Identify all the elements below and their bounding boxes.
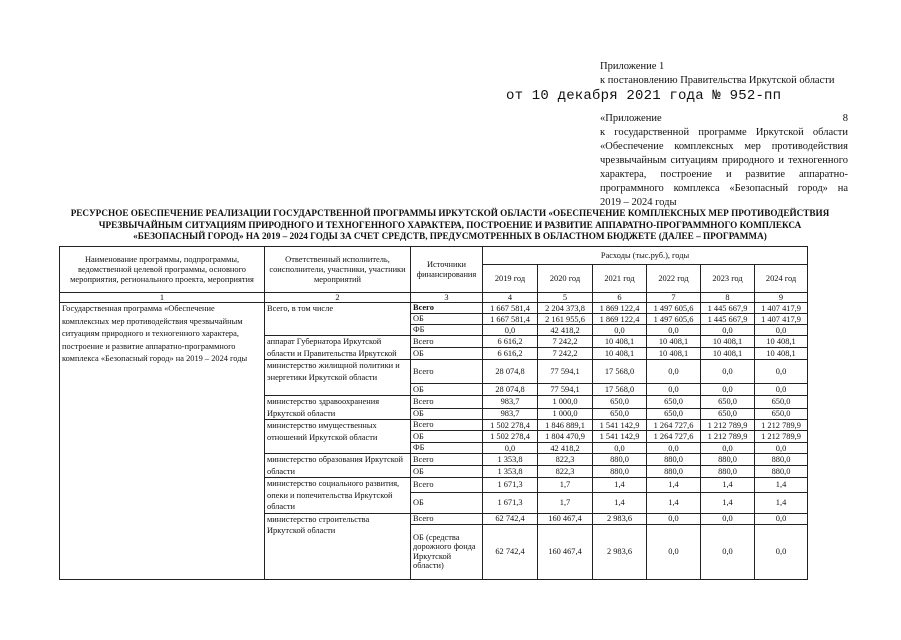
value-cell: 1,4 (755, 478, 808, 493)
value-cell: 1 212 789,9 (755, 420, 808, 431)
column-number: 8 (701, 293, 755, 303)
responsible-cell: аппарат Губернатора Иркутской области и Правительства Иркутской (265, 336, 411, 360)
responsible-cell: министерство здравоохранения Иркутской области (265, 396, 411, 420)
value-cell: 822,3 (538, 466, 593, 478)
value-cell: 6 616,2 (483, 336, 538, 348)
header-expenses: Расходы (тыс.руб.), годы (483, 247, 808, 265)
responsible-cell: министерство образования Иркутской области (265, 454, 411, 478)
value-cell: 2 204 373,8 (538, 303, 593, 314)
value-cell: 1 445 667,9 (701, 303, 755, 314)
source-cell: ОБ (411, 384, 483, 396)
value-cell: 0,0 (755, 513, 808, 524)
value-cell: 0,0 (755, 443, 808, 454)
appendix-1-heading (600, 60, 834, 88)
column-number-row (60, 293, 808, 303)
value-cell: 880,0 (701, 466, 755, 478)
value-cell: 0,0 (701, 325, 755, 336)
value-cell: 650,0 (593, 396, 647, 409)
source-cell: ОБ (411, 492, 483, 513)
value-cell: 0,0 (701, 513, 755, 524)
value-cell: 880,0 (755, 466, 808, 478)
value-cell: 17 568,0 (593, 360, 647, 384)
source-cell: Всего (411, 478, 483, 493)
value-cell: 1 869 122,4 (593, 303, 647, 314)
column-number: 6 (593, 293, 647, 303)
value-cell: 650,0 (593, 408, 647, 419)
header-year: 2021 год (593, 265, 647, 293)
value-cell: 880,0 (647, 466, 701, 478)
value-cell: 7 242,2 (538, 348, 593, 360)
value-cell: 10 408,1 (593, 336, 647, 348)
value-cell: 2 983,6 (593, 513, 647, 524)
source-cell: ОБ (411, 314, 483, 325)
value-cell: 10 408,1 (593, 348, 647, 360)
value-cell: 1,4 (701, 478, 755, 493)
value-cell: 42 418,2 (538, 325, 593, 336)
value-cell: 880,0 (701, 454, 755, 466)
header-year: 2022 год (647, 265, 701, 293)
value-cell: 0,0 (701, 443, 755, 454)
value-cell: 1 497 605,6 (647, 303, 701, 314)
source-cell: ОБ (411, 408, 483, 419)
source-cell: Всего (411, 360, 483, 384)
title-line: РЕСУРСНОЕ ОБЕСПЕЧЕНИЕ РЕАЛИЗАЦИИ ГОСУДАРСТВЕННОЙ ПРОГРАММЫ ИРКУТСКОЙ ОБЛАСТИ «ОБЕСПЕЧЕНИЕ КОМПЛЕКСНЫХ МЕР ПРОТИВОДЕЙСТВИЯ (70, 208, 830, 218)
value-cell: 880,0 (593, 454, 647, 466)
header-year: 2023 год (701, 265, 755, 293)
appendix-8-line: «Обеспечение комплексных мер противодействия (600, 141, 848, 152)
value-cell: 62 742,4 (483, 524, 538, 579)
source-cell: ОБ (411, 348, 483, 360)
value-cell: 1,7 (538, 478, 593, 493)
source-cell: Всего (411, 513, 483, 524)
value-cell: 880,0 (593, 466, 647, 478)
value-cell: 880,0 (755, 454, 808, 466)
value-cell: 2 161 955,6 (538, 314, 593, 325)
value-cell: 1,4 (647, 478, 701, 493)
value-cell: 0,0 (647, 513, 701, 524)
value-cell: 1 407 417,9 (755, 303, 808, 314)
value-cell: 1 353,8 (483, 454, 538, 466)
responsible-cell: министерство имущественных отношений Иркутской области (265, 420, 411, 454)
value-cell: 1 667 581,4 (483, 303, 538, 314)
value-cell: 1 212 789,9 (701, 431, 755, 443)
header-program: Наименование программы, подпрограммы, ведомственной целевой программы, основного мероприятия, регионального проекта, мероприятия (60, 247, 265, 293)
source-cell: Всего (411, 454, 483, 466)
value-cell: 1 671,3 (483, 492, 538, 513)
value-cell: 650,0 (701, 396, 755, 409)
source-cell: Всего (411, 420, 483, 431)
column-number: 9 (755, 293, 808, 303)
value-cell: 1 502 278,4 (483, 420, 538, 431)
value-cell: 10 408,1 (755, 336, 808, 348)
value-cell: 1 212 789,9 (701, 420, 755, 431)
source-cell: ОБ (средства дорожного фонда Иркутской области) (411, 524, 483, 579)
value-cell: 880,0 (647, 454, 701, 466)
table-row (60, 303, 808, 314)
value-cell: 0,0 (755, 325, 808, 336)
value-cell: 77 594,1 (538, 384, 593, 396)
value-cell: 28 074,8 (483, 360, 538, 384)
value-cell: 1 541 142,9 (593, 420, 647, 431)
value-cell: 1 212 789,9 (755, 431, 808, 443)
value-cell: 1 846 889,1 (538, 420, 593, 431)
value-cell: 1 407 417,9 (755, 314, 808, 325)
appendix-1-reference: к постановлению Правительства Иркутской области (600, 75, 835, 86)
source-cell: ОБ (411, 466, 483, 478)
value-cell: 1 264 727,6 (647, 420, 701, 431)
column-number: 3 (411, 293, 483, 303)
column-number: 5 (538, 293, 593, 303)
source-cell: ОБ (411, 431, 483, 443)
value-cell: 10 408,1 (755, 348, 808, 360)
value-cell: 10 408,1 (647, 336, 701, 348)
appendix-1-title: Приложение 1 (600, 61, 665, 72)
source-cell: ФБ (411, 443, 483, 454)
value-cell: 1 264 727,6 (647, 431, 701, 443)
value-cell: 10 408,1 (647, 348, 701, 360)
value-cell: 0,0 (593, 443, 647, 454)
value-cell: 0,0 (701, 384, 755, 396)
value-cell: 0,0 (647, 384, 701, 396)
value-cell: 0,0 (701, 360, 755, 384)
value-cell: 7 242,2 (538, 336, 593, 348)
responsible-cell: министерство строительства Иркутской области (265, 513, 411, 579)
title-line: ЧРЕЗВЫЧАЙНЫМ СИТУАЦИЯМ ПРИРОДНОГО И ТЕХНОГЕННОГО ХАРАКТЕРА, ПОСТРОЕНИЕ И РАЗВИТИЕ АППАРАТНО-ПРОГРАММНОГО КОМПЛЕКСА (98, 219, 802, 230)
value-cell: 1 869 122,4 (593, 314, 647, 325)
program-name-cell: Государственная программа «Обеспечение комплексных мер противодействия чрезвычайным ситуациям природного и техногенного характера, построение и развитие аппаратно-программного комплекса «Безопасный город» на 2019 – 2024 годы (60, 303, 265, 580)
source-cell: ФБ (411, 325, 483, 336)
value-cell: 1 502 278,4 (483, 431, 538, 443)
responsible-cell: министерство жилищной политики и энергетики Иркутской области (265, 360, 411, 396)
value-cell: 28 074,8 (483, 384, 538, 396)
appendix-8-line: чрезвычайным ситуациям природного и техногенного (600, 155, 848, 166)
appendix-8-line: характера, построение и развитие аппаратно- (600, 169, 848, 180)
value-cell: 1 000,0 (538, 396, 593, 409)
value-cell: 62 742,4 (483, 513, 538, 524)
resource-table (59, 246, 808, 580)
appendix-8-heading (600, 112, 848, 210)
value-cell: 1 667 581,4 (483, 314, 538, 325)
value-cell: 0,0 (755, 360, 808, 384)
source-cell: Всего (411, 303, 483, 314)
value-cell: 17 568,0 (593, 384, 647, 396)
value-cell: 42 418,2 (538, 443, 593, 454)
value-cell: 1,4 (593, 492, 647, 513)
value-cell: 1 671,3 (483, 478, 538, 493)
column-number: 1 (60, 293, 265, 303)
value-cell: 822,3 (538, 454, 593, 466)
value-cell: 1,7 (538, 492, 593, 513)
value-cell: 77 594,1 (538, 360, 593, 384)
value-cell: 1 353,8 (483, 466, 538, 478)
value-cell: 160 467,4 (538, 524, 593, 579)
header-year: 2019 год (483, 265, 538, 293)
value-cell: 1 541 142,9 (593, 431, 647, 443)
value-cell: 2 983,6 (593, 524, 647, 579)
column-number: 4 (483, 293, 538, 303)
value-cell: 0,0 (755, 524, 808, 579)
title-line: «БЕЗОПАСНЫЙ ГОРОД» НА 2019 – 2024 ГОДЫ ЗА СЧЕТ СРЕДСТВ, ПРЕДУСМОТРЕННЫХ В ОБЛАСТНОМ БЮДЖЕТЕ (ДАЛЕЕ – ПРОГРАММА) (133, 231, 767, 241)
appendix-8-line: «Приложение 8 (600, 113, 848, 124)
column-number: 7 (647, 293, 701, 303)
header-sources: Источники финансирования (411, 247, 483, 293)
value-cell: 1 000,0 (538, 408, 593, 419)
value-cell: 1,4 (647, 492, 701, 513)
value-cell: 6 616,2 (483, 348, 538, 360)
value-cell: 650,0 (647, 396, 701, 409)
value-cell: 983,7 (483, 408, 538, 419)
value-cell: 0,0 (483, 443, 538, 454)
value-cell: 0,0 (647, 325, 701, 336)
header-year: 2020 год (538, 265, 593, 293)
value-cell: 160 467,4 (538, 513, 593, 524)
value-cell: 650,0 (755, 396, 808, 409)
table-body (60, 303, 808, 580)
appendix-8-line: программного комплекса «Безопасный город» на (600, 183, 848, 194)
order-date-number: от 10 декабря 2021 года № 952-пп (506, 88, 782, 104)
value-cell: 1,4 (755, 492, 808, 513)
value-cell: 1,4 (593, 478, 647, 493)
value-cell: 983,7 (483, 396, 538, 409)
value-cell: 1 804 470,9 (538, 431, 593, 443)
value-cell: 1 445 667,9 (701, 314, 755, 325)
value-cell: 1,4 (701, 492, 755, 513)
appendix-8-line: к государственной программе Иркутской области (600, 127, 848, 138)
responsible-cell: Всего, в том числе (265, 303, 411, 336)
responsible-cell: министерство социального развития, опеки и попечительства Иркутской области (265, 478, 411, 514)
value-cell: 650,0 (701, 408, 755, 419)
header-responsible: Ответственный исполнитель, соисполнители, участники, участники мероприятий (265, 247, 411, 293)
value-cell: 650,0 (755, 408, 808, 419)
value-cell: 10 408,1 (701, 348, 755, 360)
value-cell: 0,0 (647, 443, 701, 454)
header-year: 2024 год (755, 265, 808, 293)
document-title (50, 208, 850, 243)
value-cell: 0,0 (647, 360, 701, 384)
value-cell: 0,0 (647, 524, 701, 579)
source-cell: Всего (411, 336, 483, 348)
column-number: 2 (265, 293, 411, 303)
value-cell: 10 408,1 (701, 336, 755, 348)
appendix-8-line: 2019 – 2024 годы (600, 197, 677, 208)
source-cell: Всего (411, 396, 483, 409)
value-cell: 0,0 (701, 524, 755, 579)
value-cell: 1 497 605,6 (647, 314, 701, 325)
value-cell: 0,0 (483, 325, 538, 336)
value-cell: 650,0 (647, 408, 701, 419)
value-cell: 0,0 (755, 384, 808, 396)
value-cell: 0,0 (593, 325, 647, 336)
